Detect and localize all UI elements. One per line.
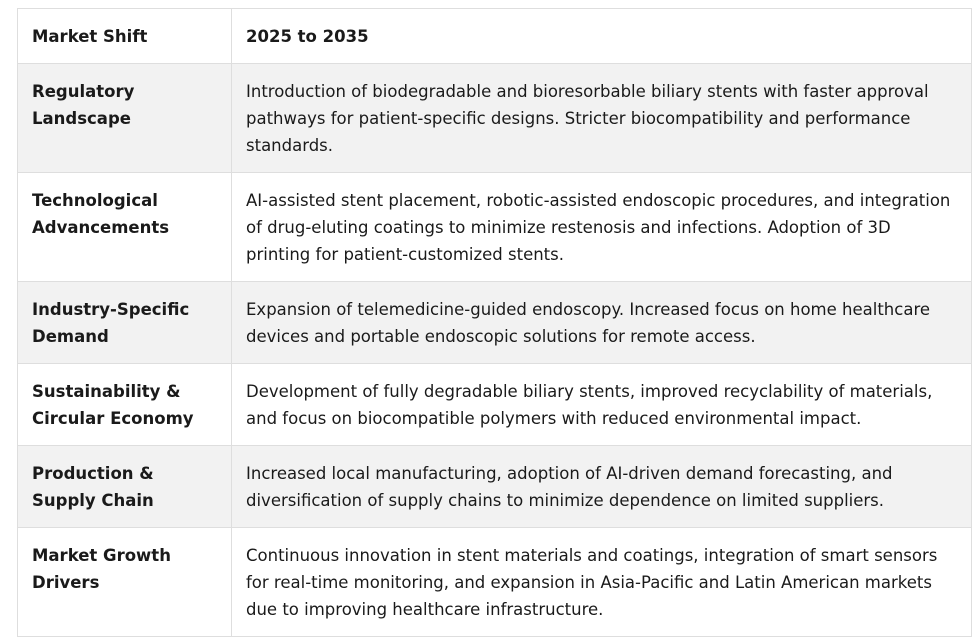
table-row [18, 282, 972, 364]
header-period: 2025 to 2035 [232, 9, 972, 64]
table-row [18, 173, 972, 282]
row-label-sustainability: Sustainability & Circular Economy [18, 364, 232, 446]
header-market-shift: Market Shift [18, 9, 232, 64]
market-shift-table [17, 8, 972, 637]
table-row [18, 446, 972, 528]
market-shift-table-container [17, 8, 972, 637]
row-detail-sustainability: Development of fully degradable biliary stents, improved recyclability of materials, and focus on biocompatible polymers with reduced environmental impact. [232, 364, 972, 446]
row-label-growth-drivers: Market Growth Drivers [18, 528, 232, 637]
row-label-industry-demand: Industry-Specific Demand [18, 282, 232, 364]
table-row [18, 364, 972, 446]
row-detail-technological: AI-assisted stent placement, robotic-assisted endoscopic procedures, and integration of drug-eluting coatings to minimize restenosis and infections. Adoption of 3D printing for patient-customized stents. [232, 173, 972, 282]
table-row [18, 64, 972, 173]
row-detail-regulatory: Introduction of biodegradable and bioresorbable biliary stents with faster approval pathways for patient-specific designs. Stricter biocompatibility and performance standards. [232, 64, 972, 173]
row-label-regulatory: Regulatory Landscape [18, 64, 232, 173]
row-label-technological: Technological Advancements [18, 173, 232, 282]
row-detail-production: Increased local manufacturing, adoption of AI-driven demand forecasting, and diversification of supply chains to minimize dependence on limited suppliers. [232, 446, 972, 528]
row-detail-growth-drivers: Continuous innovation in stent materials and coatings, integration of smart sensors for real-time monitoring, and expansion in Asia-Pacific and Latin American markets due to improving healthcare infrastructure. [232, 528, 972, 637]
row-label-production: Production & Supply Chain [18, 446, 232, 528]
row-detail-industry-demand: Expansion of telemedicine-guided endoscopy. Increased focus on home healthcare devices and portable endoscopic solutions for remote access. [232, 282, 972, 364]
table-header-row [18, 9, 972, 64]
table-row [18, 528, 972, 637]
